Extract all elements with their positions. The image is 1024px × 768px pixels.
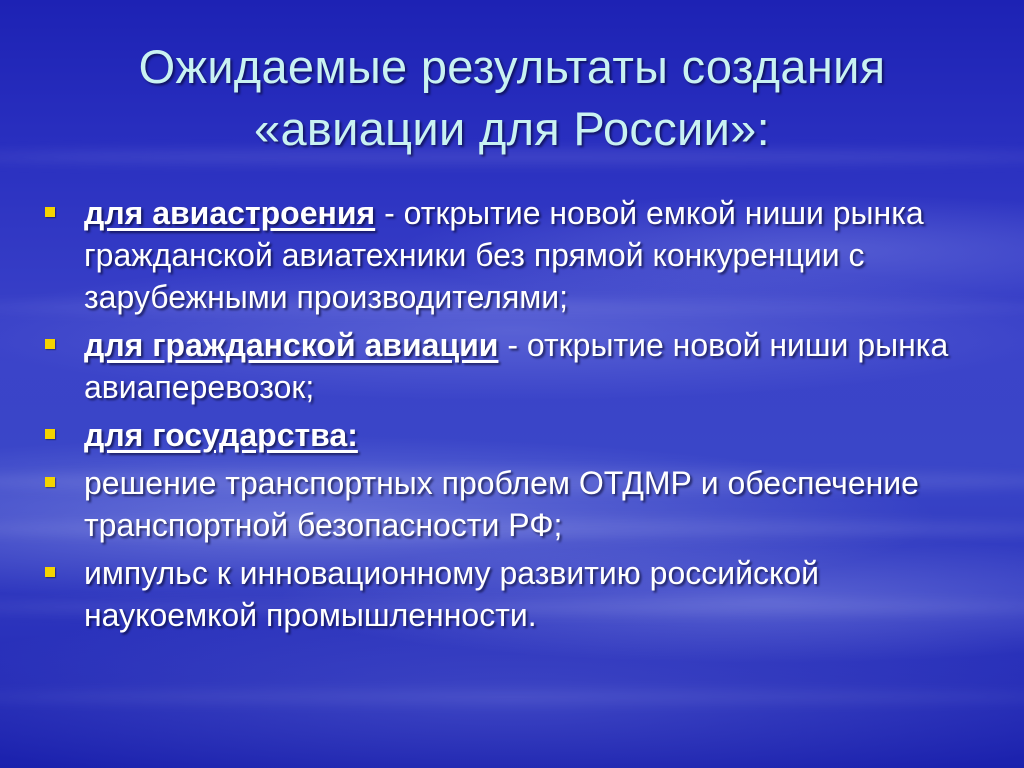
bullet-item bbox=[40, 192, 960, 318]
bullet-item bbox=[40, 552, 960, 636]
square-bullet-icon bbox=[45, 567, 55, 577]
square-bullet-icon bbox=[45, 429, 55, 439]
bullet-lead: для государства: bbox=[84, 417, 358, 453]
square-bullet-icon bbox=[45, 477, 55, 487]
bullet-item bbox=[40, 462, 960, 546]
bullet-lead: для гражданской авиации bbox=[84, 327, 499, 363]
title-line-1: Ожидаемые результаты создания bbox=[138, 40, 886, 93]
title-line-2: «авиации для России»: bbox=[254, 102, 770, 155]
slide-title bbox=[40, 36, 984, 160]
bullet-text: решение транспортных проблем ОТДМР и обеспечение транспортной безопасности РФ; bbox=[84, 465, 919, 543]
bullet-list bbox=[40, 192, 960, 642]
bullet-text: - открытие новой ниши рынка авиаперевозок; bbox=[84, 327, 949, 405]
square-bullet-icon bbox=[45, 207, 55, 217]
square-bullet-icon bbox=[45, 339, 55, 349]
background-streak bbox=[0, 690, 1024, 704]
bullet-text: - открытие новой емкой ниши рынка гражданской авиатехники без прямой конкуренции с зарубежными производителями; bbox=[84, 195, 924, 315]
bullet-lead: для авиастроения bbox=[84, 195, 376, 231]
bullet-item bbox=[40, 324, 960, 408]
bullet-text: импульс к инновационному развитию российской наукоемкой промышленности. bbox=[84, 555, 820, 633]
bullet-item bbox=[40, 414, 960, 456]
